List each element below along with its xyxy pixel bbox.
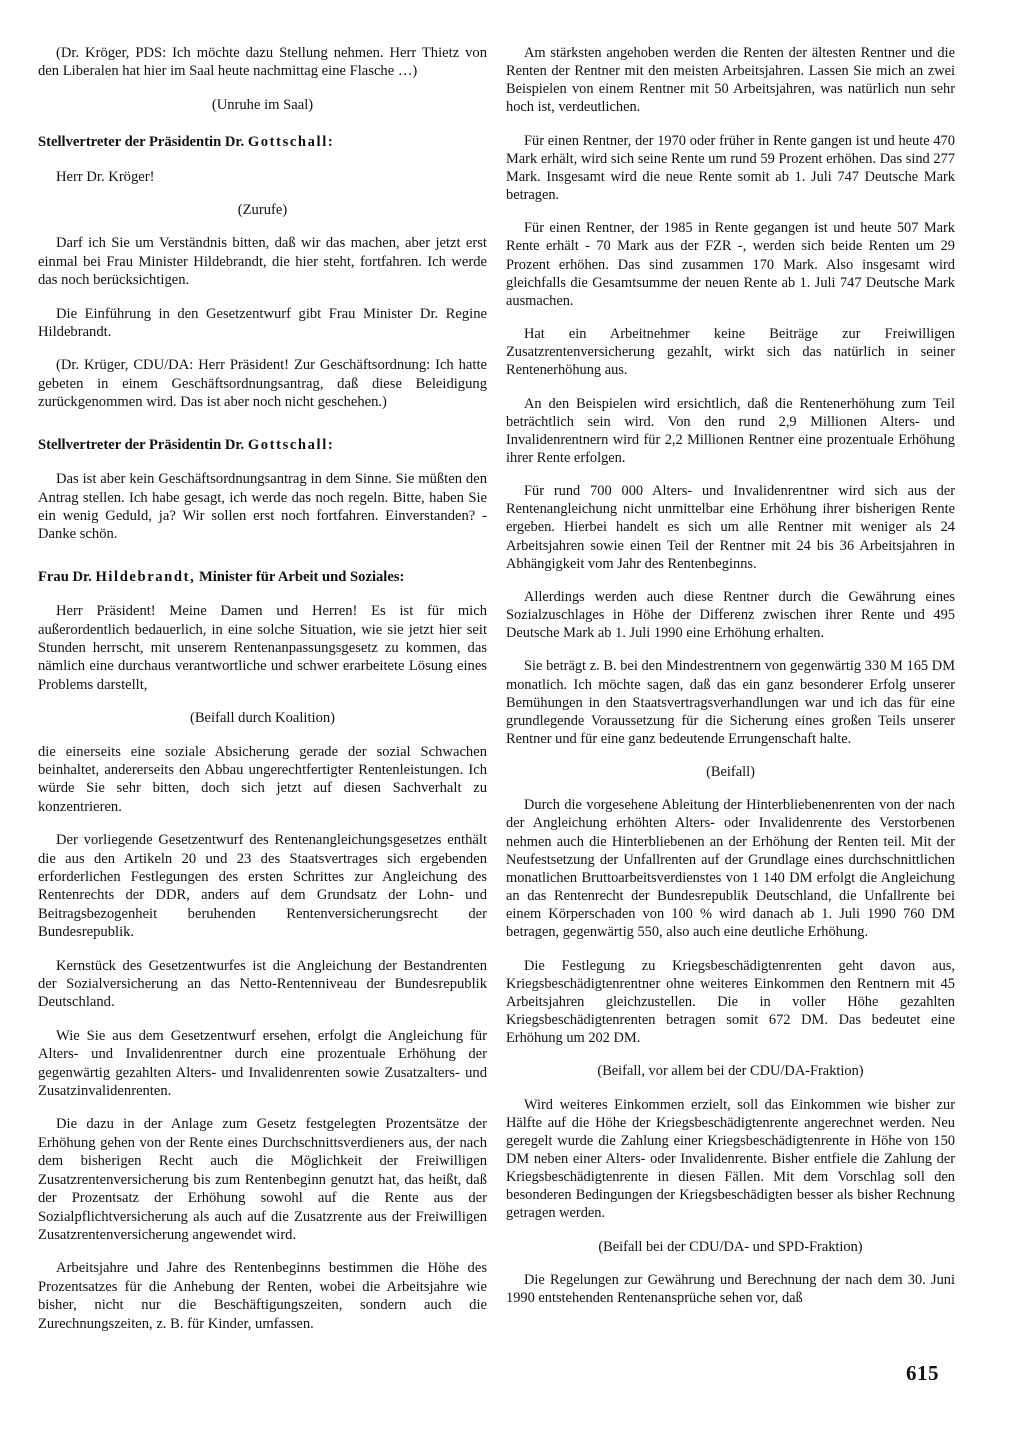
speaker-title: Stellvertreter der Präsidentin Dr. (38, 436, 248, 453)
speaker-heading (38, 436, 487, 454)
paragraph: Allerdings werden auch diese Rentner durch die Gewährung eines Sozialzuschlages in Höhe der Differenz zwischen ihrer Rente und 495 Deutsche Mark ab 1. Juli 1990 eine Erhöhung erhalten. (506, 588, 955, 642)
paragraph: Darf ich Sie um Verständnis bitten, daß wir das machen, aber jetzt erst einmal bei Frau Minister Hildebrandt, die hier steht, fortfahren. Ich werde das noch berücksichtigen. (38, 235, 487, 289)
speaker-heading (38, 133, 487, 151)
paragraph: Arbeitsjahre und Jahre des Rentenbeginns bestimmen die Höhe des Prozentsatzes für die Anhebung der Renten, wobei die Arbeitsjahre wie bisher, nicht nur die Beschäftigungszeiten, sondern auch die Zurechnungszeiten, z. B. für Kinder, umfassen. (38, 1260, 487, 1332)
paragraph-continuation: die einerseits eine soziale Absicherung gerade der sozial Schwachen beinhaltet, andererseits den Abbau ungerechtfertigter Rentenleistungen. Ich würde Sie sehr bitten, doch sich jetzt auf diesen Sachverhalt zu konzentrieren. (38, 743, 487, 815)
paragraph: Für rund 700 000 Alters- und Invalidenrentner wird sich aus der Rentenangleichung nicht unmittelbar eine Erhöhung ihrer bisherigen Rente ergeben. Hierbei handelt es sich um alle Rentner mit weniger als 24 Arbeitsjahren sowie einen Teil der Rentner mit 24 bis 36 Arbeitsjahren in Abhängigkeit vom Jahr des Rentenbeginns. (506, 483, 955, 572)
right-column (506, 44, 955, 1322)
stage-direction: (Beifall, vor allem bei der CDU/DA-Fraktion) (597, 1063, 864, 1080)
paragraph: Das ist aber kein Geschäftsordnungsantrag in dem Sinne. Sie müßten den Antrag stellen. Ich habe gesagt, ich werde das noch regeln. Bitte, haben Sie ein wenig Geduld, ja? Wir sollen erst noch fortfahren. Einverstanden? - Danke schön. (38, 471, 487, 543)
paragraph: An den Beispielen wird ersichtlich, daß die Rentenerhöhung zum Teil beträchtlich sein wird. Von den rund 2,9 Millionen Alters- und Invalidenrentnern wird für 2,2 Millionen Rentner eine prozentuale Erhöhung ihrer Rente erfolgen. (506, 395, 955, 466)
speaker-role: Minister für Arbeit und Soziales: (195, 568, 405, 585)
paragraph: Die Einführung in den Gesetzentwurf gibt Frau Minister Dr. Regine Hildebrandt. (38, 305, 487, 341)
stage-direction: (Zurufe) (237, 202, 288, 219)
paragraph: Kernstück des Gesetzentwurfes ist die Angleichung der Bestandrenten der Sozialversicherung an das Netto-Rentenniveau der Bundesrepublik Deutschland. (38, 957, 487, 1011)
paragraph: Die dazu in der Anlage zum Gesetz festgelegten Prozentsätze der Erhöhung gehen von der Rente eines Durchschnittsverdieners aus, der nach dem bisherigen Recht auch die Möglichkeit der Freiwilligen Zusatzrentenversicherung bis zum Rentenbeginn genutzt hat, das heißt, daß der Prozentsatz der Erhöhung sowohl auf die Rente aus der Sozialpflichtversicherung als auch auf die Zusatzrente aus der Freiwilligen Zusatzrentenversicherung angewendet wird. (38, 1116, 487, 1243)
speaker-name: Gottschall: (247, 436, 335, 453)
speaker-title: Frau Dr. (38, 568, 96, 585)
paragraph: Der vorliegende Gesetzentwurf des Rentenangleichungsgesetzes enthält die aus den Artikeln 20 und 23 des Staatsvertrages sich ergebenden erforderlichen Festlegungen des ersten Schrittes zur Angleichung des Rentenrechts der DDR, anders auf dem Grundsatz der Lohn- und Beitragsbezogenheit beruhenden Rentenversicherungsrecht der Bundesrepublik. (38, 832, 487, 941)
paragraph: Die Regelungen zur Gewährung und Berechnung der nach dem 30. Juni 1990 entstehenden Rentenansprüche sehen vor, daß (506, 1271, 955, 1306)
paragraph: Wie Sie aus dem Gesetzentwurf ersehen, erfolgt die Angleichung für Alters- und Invalidenrentner durch eine prozentuale Erhöhung der gegenwärtig gezahlten Alters- und Invalidenrenten sowie Zusatzalters- und Zusatzinvalidenrenten. (38, 1027, 487, 1100)
stage-direction: (Unruhe im Saal) (211, 96, 314, 113)
speaker-heading (38, 568, 487, 586)
page-number: 615 (906, 1361, 939, 1385)
paragraph: Herr Dr. Kröger! (56, 168, 155, 185)
stage-direction: (Beifall bei der CDU/DA- und SPD-Fraktion) (598, 1238, 863, 1255)
paragraph: Wird weiteres Einkommen erzielt, soll das Einkommen wie bisher zur Hälfte auf die Höhe der Kriegsbeschädigtenrente angerechnet werden. Neu geregelt wurde die Zahlung einer Kriegsbeschädigtenrente in Höhe von 150 DM neben einer Alters- oder Invalidenrente. Bisher entfiele die Zahlung der Kriegsbeschädigtenrente in diesen Fällen. Mit dem Vorschlag soll den besonderen Bedingungen der Kriegsbeschädigten besser als bisher Rechnung getragen werden. (506, 1096, 955, 1222)
left-column (38, 44, 487, 1348)
paragraph: Sie beträgt z. B. bei den Mindestrentnern von gegenwärtig 330 M 165 DM monatlich. Ich möchte sagen, daß das ein ganz besonderer Erfolg unserer Bemühungen in den Staatsvertragsverhandlungen war und ich das für eine grundlegende Voraussetzung für die Sicherung eines großen Teils unserer Rentner und für eine ganz bedeutende Errungenschaft halte. (506, 658, 955, 747)
paragraph: Am stärksten angehoben werden die Renten der ältesten Rentner und die Renten der Rentner mit den meisten Arbeitsjahren. Lassen Sie mich an zwei Beispielen von einem Rentner mit 50 Arbeitsjahren, was natürlich nun sehr hoch ist, verdeutlichen. (506, 45, 955, 116)
paragraph: Für einen Rentner, der 1985 in Rente gegangen ist und heute 507 Mark Rente erhält - 70 Mark aus der FZR -, werden sich beide Renten um 29 Prozent erhöhen. Das sind zusammen 170 Mark. Also insgesamt wird gleichfalls die Gesamtsumme der neuen Rente ab 1. Juli 747 Deutsche Mark ausmachen. (506, 220, 955, 309)
paragraph: Durch die vorgesehene Ableitung der Hinterbliebenenrenten von der nach der Angleichung erhöhten Alters- oder Invalidenrente des Verstorbenen nehmen auch die Hinterbliebenen an der Erhöhung der Renten teil. Mit der Neufestsetzung der Unfallrenten auf der Grundlage eines durchschnittlichen monatlichen Bruttoarbeitsverdienstes von 1 140 DM erfolgt die Angleichung an das Rentenrecht der Bundesrepublik Deutschland, die Unfallrente bei einem Körperschaden von 100 % wird danach ab 1. Juli 1990 760 DM betragen, gegenwärtig 550, also auch eine deutliche Erhöhung. (506, 797, 955, 941)
stage-direction: (Beifall) (706, 764, 755, 781)
paragraph: Für einen Rentner, der 1970 oder früher in Rente gangen ist und heute 470 Mark erhält, wird sich seine Rente um rund 59 Prozent erhöhen. Das sind 277 Mark. Insgesamt wird die neue Rente somit ab 1. Juli 747 Deutsche Mark betragen. (506, 132, 955, 204)
speaker-name: Gottschall: (247, 134, 335, 151)
paragraph: Herr Präsident! Meine Damen und Herren! Es ist für mich außerordentlich bedauerlich, in eine solche Situation, wie sie jetzt hier seit Stunden herrscht, mit unserem Rentenanpassungsgesetz zu kommen, das nämlich eine durchaus verantwortliche und schwer erarbeitete Lösung eines Problems darstellt, (38, 603, 487, 693)
interjection: (Dr. Krüger, CDU/DA: Herr Präsident! Zur Geschäftsordnung: Ich hatte gebeten in einem Geschäftsordnungsantrag, daß diese Beleidigung zurückgenommen wird. Das ist aber noch nicht geschehen.) (38, 357, 487, 411)
paragraph: Hat ein Arbeitnehmer keine Beiträge zur Freiwilligen Zusatzrentenversicherung gezahlt, wirkt sich das natürlich in seiner Rentenerhöhung aus. (506, 326, 955, 379)
interjection: (Dr. Kröger, PDS: Ich möchte dazu Stellung nehmen. Herr Thietz von den Liberalen hat hier im Saal heute nachmittag eine Flasche …) (38, 45, 487, 80)
speaker-name: Hildebrandt, (95, 568, 196, 585)
paragraph: Die Festlegung zu Kriegsbeschädigtenrenten geht davon aus, Kriegsbeschädigtenrentner ohne weiteres Einkommen den Rentnern mit 45 Arbeitsjahren gleichzustellen. Die in voller Höhe gezahlten Kriegsbeschädigtenrenten betragen somit 672 DM. Das bedeutet eine Erhöhung um 202 DM. (506, 957, 955, 1047)
speaker-title: Stellvertreter der Präsidentin Dr. (38, 134, 248, 151)
stage-direction: (Beifall durch Koalition) (189, 710, 336, 727)
